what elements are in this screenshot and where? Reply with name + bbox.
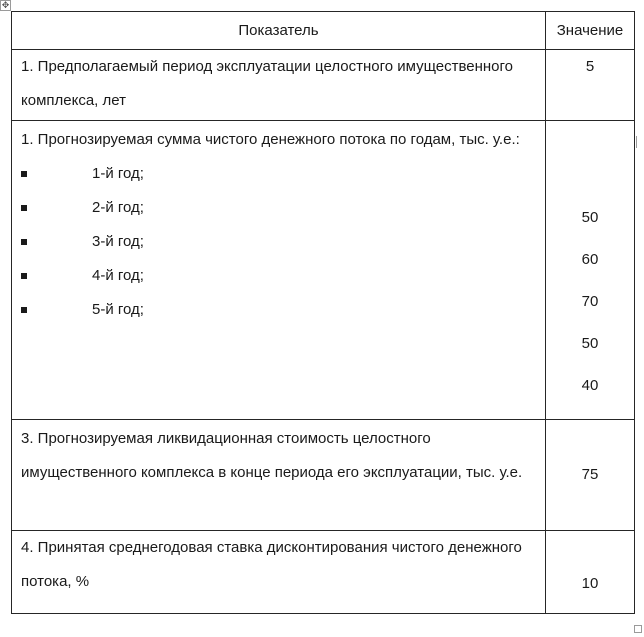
year-label: 1-й год; [92, 165, 144, 182]
header-indicator: Показатель [12, 12, 546, 50]
bullet-square-icon [21, 307, 27, 313]
year-list [12, 157, 545, 327]
table-row [12, 50, 635, 121]
table-row [12, 121, 635, 420]
year-value: 50 [581, 209, 599, 226]
year-value: 40 [581, 377, 599, 394]
table-row [12, 531, 635, 614]
year-values-list [546, 121, 634, 407]
table-move-handle-icon[interactable]: ✥ [1, 0, 10, 10]
year-value: 50 [581, 335, 599, 352]
row1-indicator-text: 1. Предполагаемый период эксплуатации целостного имущественного комплекса, лет [21, 58, 514, 109]
table-resize-handle-icon[interactable] [634, 625, 642, 633]
list-item [12, 259, 545, 293]
list-item [12, 225, 545, 259]
year-value: 70 [581, 293, 599, 310]
year-value: 60 [581, 251, 599, 268]
table-row [12, 420, 635, 531]
bullet-square-icon [21, 205, 27, 211]
row2-indicator-text: 1. Прогнозируемая сумма чистого денежного потока по годам, тыс. у.е.: [21, 131, 520, 148]
indicators-table [11, 11, 635, 614]
header-value: Значение [546, 12, 635, 50]
bullet-square-icon [21, 171, 27, 177]
bullet-square-icon [21, 239, 27, 245]
row3-indicator-text: 3. Прогнозируемая ликвидационная стоимость целостного имущественного комплекса в конце периода его эксплуатации, тыс. у.е. [21, 430, 523, 481]
year-label: 3-й год; [92, 233, 144, 250]
list-item [12, 191, 545, 225]
row1-value: 5 [585, 58, 595, 75]
table-header-row [12, 12, 635, 50]
row4-indicator-text: 4. Принятая среднегодовая ставка дисконтирования чистого денежного потока, % [21, 539, 522, 590]
list-item [12, 293, 545, 327]
row4-value: 10 [581, 575, 599, 592]
list-item [12, 157, 545, 191]
bullet-square-icon [21, 273, 27, 279]
year-label: 4-й год; [92, 267, 144, 284]
year-label: 5-й год; [92, 301, 144, 318]
year-label: 2-й год; [92, 199, 144, 216]
row3-value: 75 [581, 466, 599, 483]
column-boundary-marker [636, 136, 637, 148]
